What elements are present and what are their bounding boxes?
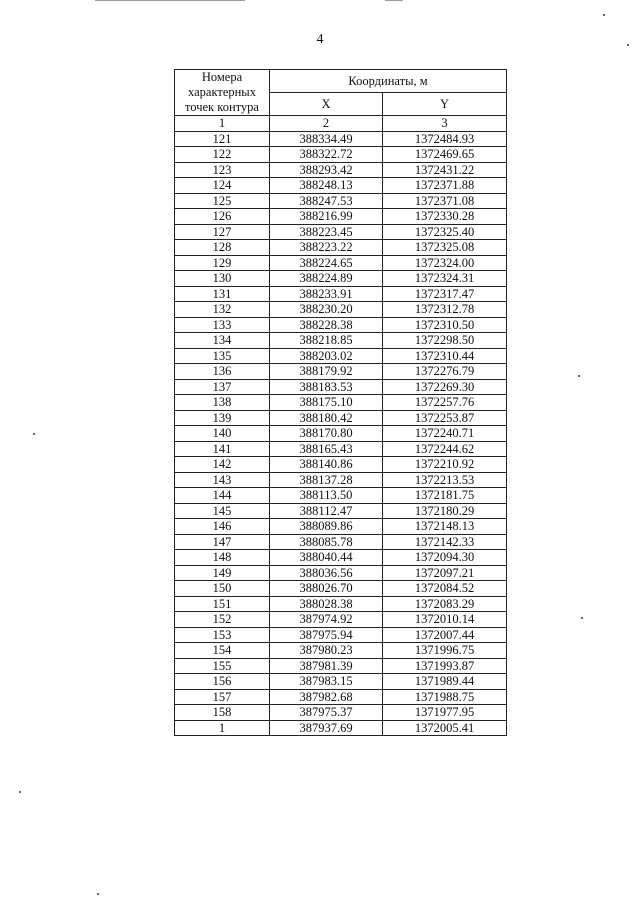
x-coordinate-cell: 388175.10 [270, 395, 383, 411]
table-row [175, 147, 507, 163]
point-number-cell: 157 [175, 689, 270, 705]
point-number-cell: 134 [175, 333, 270, 349]
table-row [175, 457, 507, 473]
scan-speck [33, 433, 35, 435]
point-number-cell: 151 [175, 596, 270, 612]
table-row [175, 131, 507, 147]
point-number-cell: 148 [175, 550, 270, 566]
x-coordinate-cell: 387980.23 [270, 643, 383, 659]
x-coordinate-cell: 388248.13 [270, 178, 383, 194]
x-coordinate-cell: 388179.92 [270, 364, 383, 380]
x-coordinate-cell: 388228.38 [270, 317, 383, 333]
table-row [175, 333, 507, 349]
table-body [175, 131, 507, 736]
table-row [175, 658, 507, 674]
y-coordinate-cell: 1372324.31 [383, 271, 507, 287]
point-number-cell: 144 [175, 488, 270, 504]
x-coordinate-cell: 387975.94 [270, 627, 383, 643]
y-coordinate-cell: 1372312.78 [383, 302, 507, 318]
x-coordinate-cell: 388203.02 [270, 348, 383, 364]
column-number: 1 [175, 116, 270, 132]
point-number-cell: 158 [175, 705, 270, 721]
column-number: 3 [383, 116, 507, 132]
y-header: Y [383, 93, 507, 116]
scan-speck [627, 44, 629, 46]
y-coordinate-cell: 1372325.40 [383, 224, 507, 240]
y-coordinate-cell: 1372253.87 [383, 410, 507, 426]
point-number-cell: 146 [175, 519, 270, 535]
table-row [175, 519, 507, 535]
y-coordinate-cell: 1372276.79 [383, 364, 507, 380]
point-number-cell: 136 [175, 364, 270, 380]
column-number-row [175, 116, 507, 132]
point-number-cell: 153 [175, 627, 270, 643]
x-coordinate-cell: 388230.20 [270, 302, 383, 318]
y-coordinate-cell: 1371996.75 [383, 643, 507, 659]
y-coordinate-cell: 1371989.44 [383, 674, 507, 690]
x-coordinate-cell: 388040.44 [270, 550, 383, 566]
page-number: 4 [316, 32, 324, 47]
table-row [175, 395, 507, 411]
table-row [175, 426, 507, 442]
y-coordinate-cell: 1372325.08 [383, 240, 507, 256]
y-coordinate-cell: 1371993.87 [383, 658, 507, 674]
table-row [175, 565, 507, 581]
y-coordinate-cell: 1372210.92 [383, 457, 507, 473]
table-row [175, 689, 507, 705]
table-header [175, 70, 507, 132]
scan-speck [581, 617, 583, 619]
y-coordinate-cell: 1372083.29 [383, 596, 507, 612]
point-number-cell: 147 [175, 534, 270, 550]
x-coordinate-cell: 388036.56 [270, 565, 383, 581]
table-row [175, 627, 507, 643]
scan-speck [578, 375, 580, 377]
table-row [175, 720, 507, 736]
x-coordinate-cell: 388322.72 [270, 147, 383, 163]
table-row [175, 162, 507, 178]
x-coordinate-cell: 388223.45 [270, 224, 383, 240]
y-coordinate-cell: 1372181.75 [383, 488, 507, 504]
x-coordinate-cell: 388112.47 [270, 503, 383, 519]
y-coordinate-cell: 1372298.50 [383, 333, 507, 349]
table-row [175, 581, 507, 597]
x-coordinate-cell: 388224.65 [270, 255, 383, 271]
x-coordinate-cell: 387974.92 [270, 612, 383, 628]
point-number-cell: 139 [175, 410, 270, 426]
point-number-cell: 128 [175, 240, 270, 256]
x-coordinate-cell: 388224.89 [270, 271, 383, 287]
point-number-cell: 133 [175, 317, 270, 333]
table-row [175, 255, 507, 271]
point-number-cell: 132 [175, 302, 270, 318]
point-number-cell: 127 [175, 224, 270, 240]
x-coordinate-cell: 387983.15 [270, 674, 383, 690]
x-coordinate-cell: 388334.49 [270, 131, 383, 147]
x-coordinate-cell: 388223.22 [270, 240, 383, 256]
point-number-cell: 131 [175, 286, 270, 302]
y-coordinate-cell: 1372431.22 [383, 162, 507, 178]
scan-speck [97, 893, 99, 895]
table-row [175, 224, 507, 240]
point-number-cell: 1 [175, 720, 270, 736]
point-number-cell: 156 [175, 674, 270, 690]
table-row [175, 534, 507, 550]
table-row [175, 209, 507, 225]
x-coordinate-cell: 388233.91 [270, 286, 383, 302]
y-coordinate-cell: 1372213.53 [383, 472, 507, 488]
y-coordinate-cell: 1372010.14 [383, 612, 507, 628]
x-coordinate-cell: 388165.43 [270, 441, 383, 457]
x-coordinate-cell: 388089.86 [270, 519, 383, 535]
point-number-cell: 124 [175, 178, 270, 194]
table-row [175, 364, 507, 380]
x-coordinate-cell: 388170.80 [270, 426, 383, 442]
x-coordinate-cell: 388180.42 [270, 410, 383, 426]
y-coordinate-cell: 1372007.44 [383, 627, 507, 643]
x-coordinate-cell: 388113.50 [270, 488, 383, 504]
x-coordinate-cell: 388085.78 [270, 534, 383, 550]
x-coordinate-cell: 387975.37 [270, 705, 383, 721]
y-coordinate-cell: 1372005.41 [383, 720, 507, 736]
y-coordinate-cell: 1371988.75 [383, 689, 507, 705]
x-coordinate-cell: 388247.53 [270, 193, 383, 209]
point-number-cell: 137 [175, 379, 270, 395]
x-coordinate-cell: 387982.68 [270, 689, 383, 705]
header-row-1 [175, 70, 507, 93]
table-row [175, 379, 507, 395]
point-number-cell: 149 [175, 565, 270, 581]
x-coordinate-cell: 387937.69 [270, 720, 383, 736]
y-coordinate-cell: 1372180.29 [383, 503, 507, 519]
scan-top-rule [95, 0, 245, 1]
y-coordinate-cell: 1372324.00 [383, 255, 507, 271]
y-coordinate-cell: 1372371.88 [383, 178, 507, 194]
y-coordinate-cell: 1372094.30 [383, 550, 507, 566]
table-row [175, 503, 507, 519]
x-coordinate-cell: 388218.85 [270, 333, 383, 349]
table-row [175, 550, 507, 566]
y-coordinate-cell: 1372148.13 [383, 519, 507, 535]
y-coordinate-cell: 1372310.50 [383, 317, 507, 333]
x-coordinate-cell: 388028.38 [270, 596, 383, 612]
table-row [175, 286, 507, 302]
table-row [175, 674, 507, 690]
table-row [175, 441, 507, 457]
y-coordinate-cell: 1371977.95 [383, 705, 507, 721]
y-coordinate-cell: 1372269.30 [383, 379, 507, 395]
point-number-cell: 152 [175, 612, 270, 628]
point-number-cell: 125 [175, 193, 270, 209]
scan-speck [19, 791, 21, 793]
scan-top-rule-short [385, 0, 403, 1]
scan-speck [603, 14, 605, 16]
coordinates-table [174, 69, 507, 736]
table-row [175, 472, 507, 488]
y-coordinate-cell: 1372084.52 [383, 581, 507, 597]
point-number-cell: 123 [175, 162, 270, 178]
table-row [175, 612, 507, 628]
point-number-cell: 122 [175, 147, 270, 163]
point-number-header: Номера характерных точек контура [175, 70, 270, 116]
column-number: 2 [270, 116, 383, 132]
point-number-cell: 135 [175, 348, 270, 364]
y-coordinate-cell: 1372371.08 [383, 193, 507, 209]
x-coordinate-cell: 388140.86 [270, 457, 383, 473]
table-row [175, 271, 507, 287]
point-number-cell: 138 [175, 395, 270, 411]
y-coordinate-cell: 1372330.28 [383, 209, 507, 225]
table-row [175, 705, 507, 721]
y-coordinate-cell: 1372317.47 [383, 286, 507, 302]
x-coordinate-cell: 388293.42 [270, 162, 383, 178]
y-coordinate-cell: 1372310.44 [383, 348, 507, 364]
point-number-cell: 145 [175, 503, 270, 519]
x-coordinate-cell: 388026.70 [270, 581, 383, 597]
x-coordinate-cell: 388216.99 [270, 209, 383, 225]
point-number-cell: 154 [175, 643, 270, 659]
table-row [175, 240, 507, 256]
y-coordinate-cell: 1372469.65 [383, 147, 507, 163]
y-coordinate-cell: 1372484.93 [383, 131, 507, 147]
table-row [175, 178, 507, 194]
y-coordinate-cell: 1372244.62 [383, 441, 507, 457]
table-row [175, 596, 507, 612]
x-coordinate-cell: 387981.39 [270, 658, 383, 674]
point-number-cell: 141 [175, 441, 270, 457]
table-row [175, 302, 507, 318]
y-coordinate-cell: 1372257.76 [383, 395, 507, 411]
coordinates-header: Координаты, м [270, 70, 507, 93]
table-row [175, 643, 507, 659]
point-number-cell: 150 [175, 581, 270, 597]
x-coordinate-cell: 388137.28 [270, 472, 383, 488]
table-row [175, 317, 507, 333]
point-number-cell: 129 [175, 255, 270, 271]
point-number-cell: 121 [175, 131, 270, 147]
point-number-cell: 140 [175, 426, 270, 442]
point-number-cell: 130 [175, 271, 270, 287]
point-number-cell: 143 [175, 472, 270, 488]
point-number-cell: 126 [175, 209, 270, 225]
y-coordinate-cell: 1372142.33 [383, 534, 507, 550]
point-number-cell: 155 [175, 658, 270, 674]
table-row [175, 348, 507, 364]
table-row [175, 488, 507, 504]
table-row [175, 410, 507, 426]
y-coordinate-cell: 1372097.21 [383, 565, 507, 581]
point-number-cell: 142 [175, 457, 270, 473]
x-header: X [270, 93, 383, 116]
x-coordinate-cell: 388183.53 [270, 379, 383, 395]
y-coordinate-cell: 1372240.71 [383, 426, 507, 442]
table-row [175, 193, 507, 209]
